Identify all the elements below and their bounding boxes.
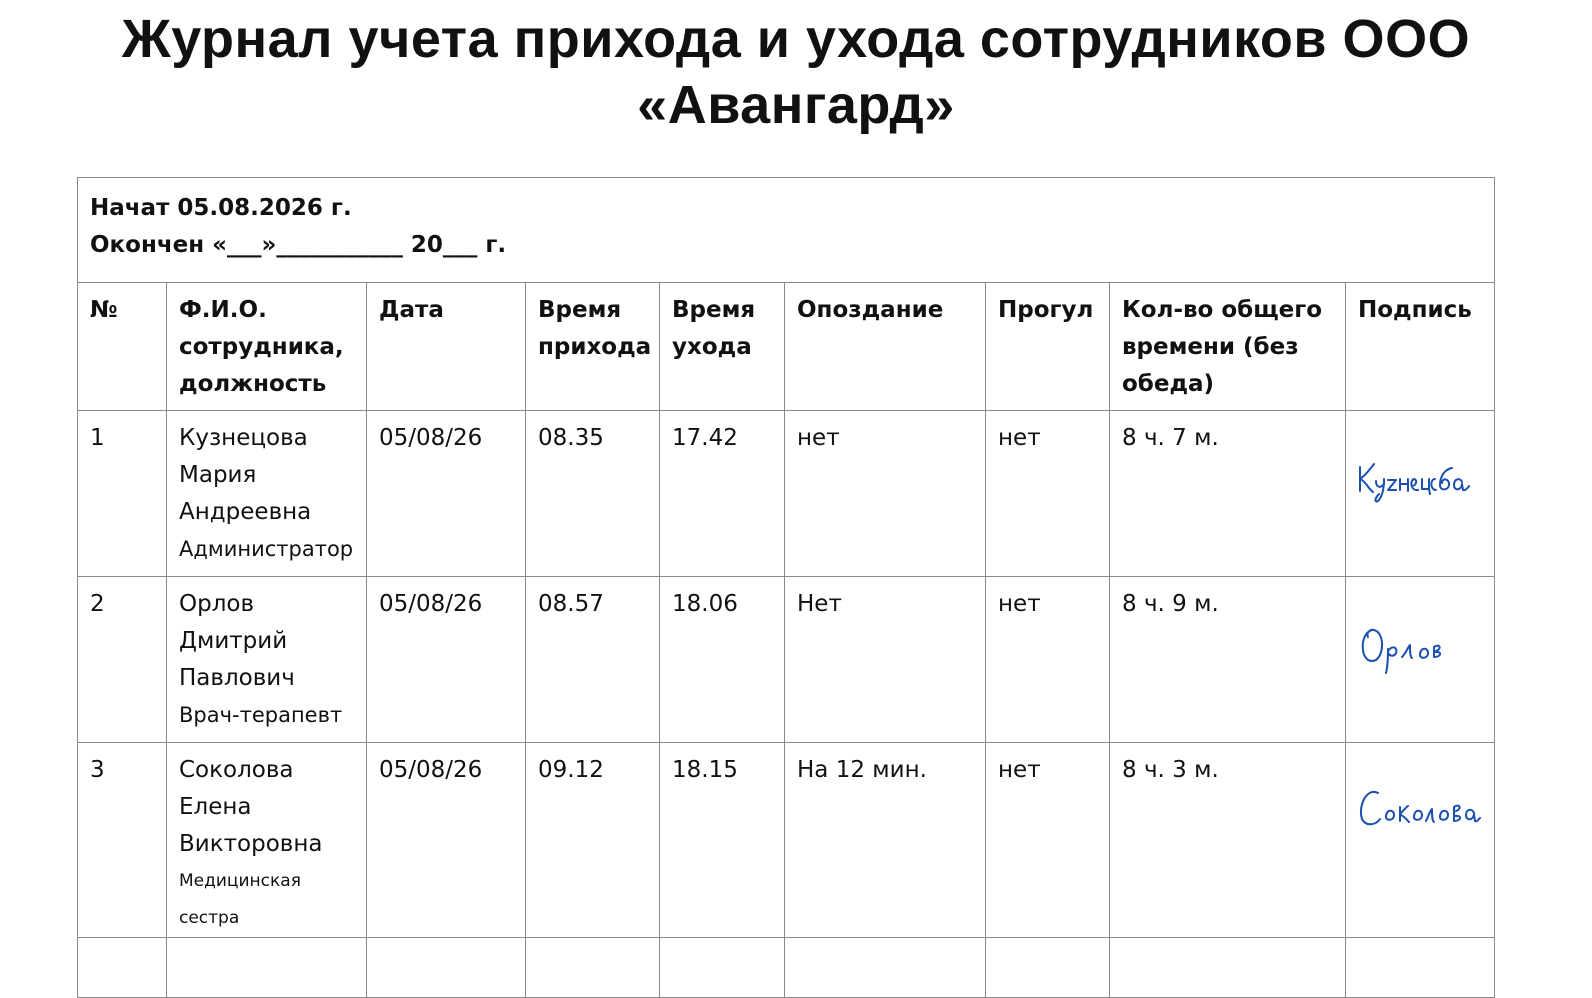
signature-cell bbox=[1346, 743, 1495, 938]
row-number: 3 bbox=[78, 743, 167, 938]
signature-image bbox=[1356, 455, 1484, 505]
title-line-1: Журнал учета прихода и ухода сотрудников ООО bbox=[121, 9, 1471, 69]
table-row bbox=[78, 743, 1495, 938]
employee-first-name: Елена bbox=[179, 794, 252, 820]
empty-row bbox=[78, 938, 1495, 998]
page-title bbox=[0, 6, 1592, 138]
empty-cell bbox=[1346, 938, 1495, 998]
arrival-cell: 09.12 bbox=[526, 743, 660, 938]
departure-cell: 17.42 bbox=[660, 411, 785, 577]
date-cell: 05/08/26 bbox=[367, 411, 526, 577]
total-time-cell: 8 ч. 9 м. bbox=[1110, 577, 1346, 743]
journal-meta-row bbox=[78, 178, 1495, 283]
col-header-departure: Время ухода bbox=[660, 283, 785, 411]
empty-cell bbox=[526, 938, 660, 998]
employee-cell bbox=[167, 411, 367, 577]
ended-label: Окончен «___»___________ 20___ г. bbox=[90, 232, 507, 258]
total-time-cell: 8 ч. 3 м. bbox=[1110, 743, 1346, 938]
empty-cell bbox=[660, 938, 785, 998]
employee-surname: Кузнецова bbox=[179, 425, 308, 451]
date-cell: 05/08/26 bbox=[367, 743, 526, 938]
total-time-cell: 8 ч. 7 м. bbox=[1110, 411, 1346, 577]
col-header-total: Кол-во общего времени (без обеда) bbox=[1110, 283, 1346, 411]
signature-cell bbox=[1346, 577, 1495, 743]
row-number: 1 bbox=[78, 411, 167, 577]
employee-position: Администратор bbox=[179, 537, 354, 561]
departure-cell: 18.06 bbox=[660, 577, 785, 743]
empty-cell bbox=[367, 938, 526, 998]
title-line-2: «Авангард» bbox=[637, 75, 955, 135]
journal-meta bbox=[78, 178, 1495, 283]
late-cell: На 12 мин. bbox=[785, 743, 986, 938]
employee-position: Врач-терапевт bbox=[179, 703, 343, 727]
arrival-cell: 08.57 bbox=[526, 577, 660, 743]
col-header-arrival: Время прихода bbox=[526, 283, 660, 411]
empty-cell bbox=[785, 938, 986, 998]
attendance-table bbox=[77, 177, 1495, 998]
employee-patronymic: Андреевна bbox=[179, 499, 312, 525]
employee-position: Медицинская сестра bbox=[179, 871, 301, 928]
arrival-cell: 08.35 bbox=[526, 411, 660, 577]
signature-image bbox=[1358, 623, 1458, 679]
empty-cell bbox=[167, 938, 367, 998]
absence-cell: нет bbox=[986, 577, 1110, 743]
col-header-number: № bbox=[78, 283, 167, 411]
header-row bbox=[78, 283, 1495, 411]
absence-cell: нет bbox=[986, 411, 1110, 577]
departure-cell: 18.15 bbox=[660, 743, 785, 938]
col-header-date: Дата bbox=[367, 283, 526, 411]
empty-cell bbox=[986, 938, 1110, 998]
employee-patronymic: Викторовна bbox=[179, 831, 323, 857]
col-header-late: Опоздание bbox=[785, 283, 986, 411]
employee-patronymic: Павлович bbox=[179, 665, 295, 691]
table-row bbox=[78, 411, 1495, 577]
started-label: Начат 05.08.2026 г. bbox=[90, 195, 352, 221]
employee-surname: Орлов bbox=[179, 591, 255, 617]
col-header-absence: Прогул bbox=[986, 283, 1110, 411]
late-cell: Нет bbox=[785, 577, 986, 743]
signature-image bbox=[1356, 787, 1482, 833]
empty-cell bbox=[78, 938, 167, 998]
col-header-signature: Подпись bbox=[1346, 283, 1495, 411]
absence-cell: нет bbox=[986, 743, 1110, 938]
row-number: 2 bbox=[78, 577, 167, 743]
employee-cell bbox=[167, 577, 367, 743]
employee-first-name: Мария bbox=[179, 462, 257, 488]
empty-cell bbox=[1110, 938, 1346, 998]
table-row bbox=[78, 577, 1495, 743]
employee-first-name: Дмитрий bbox=[179, 628, 288, 654]
col-header-name: Ф.И.О. сотрудника, должность bbox=[167, 283, 367, 411]
employee-cell bbox=[167, 743, 367, 938]
signature-cell bbox=[1346, 411, 1495, 577]
late-cell: нет bbox=[785, 411, 986, 577]
date-cell: 05/08/26 bbox=[367, 577, 526, 743]
employee-surname: Соколова bbox=[179, 757, 294, 783]
